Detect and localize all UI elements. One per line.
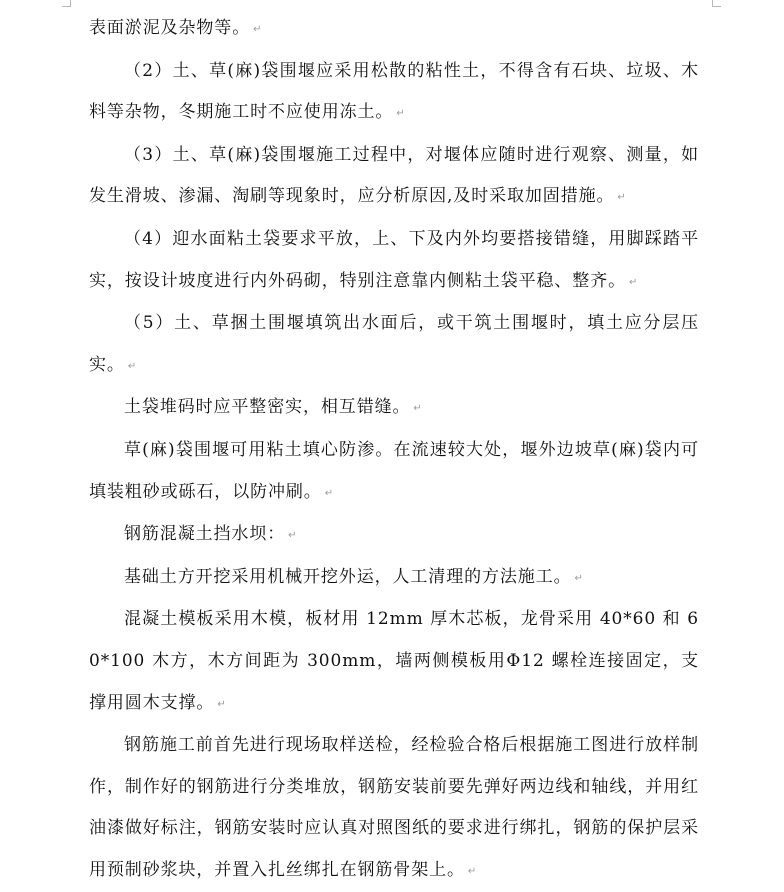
paragraph-text: 钢筋施工前首先进行现场取样送检，经检验合格后根据施工图进行放样制作，制作好的钢筋进行分类堆放，钢筋安装前要先弹好两边线和轴线，并用红油漆做好标注，钢筋安装时应认真对照图纸的要求进行绑扎，钢筋的保护层采用预制砂浆块，并置入扎丝绑扎在钢筋骨架上。 [89, 735, 699, 880]
paragraph[interactable] [89, 51, 699, 135]
paragraph-mark-icon: ↵ [127, 360, 137, 372]
page-corner-mark-right [712, 0, 721, 7]
paragraph[interactable] [89, 514, 699, 557]
paragraph-mark-icon: ↵ [324, 487, 334, 499]
paragraph-text: 草(麻)袋围堰可用粘土填心防渗。在流速较大处，堰外边坡草(麻)袋内可填装粗砂或砾石，以防冲刷。 [89, 439, 699, 502]
paragraph-text: （4）迎水面粘土袋要求平放，上、下及内外均要搭接错缝，用脚踩踏平实，按设计坡度进行内外码砌，特别注意靠内侧粘土袋平稳、整齐。 [89, 228, 699, 291]
paragraph[interactable] [89, 8, 699, 51]
paragraph[interactable] [89, 557, 699, 600]
paragraph-text: 表面淤泥及杂物等。 [89, 18, 251, 38]
paragraph[interactable] [89, 135, 699, 219]
paragraph[interactable] [89, 387, 699, 430]
paragraph-mark-icon: ↵ [396, 108, 405, 120]
paragraph-text: 钢筋混凝土挡水坝： [124, 524, 286, 545]
paragraph-mark-icon: ↵ [288, 530, 297, 542]
paragraph-text: （5）土、草捆土围堰填筑出水面后，或干筑土围堰时，填土应分层压实。 [89, 313, 699, 375]
paragraph-mark-icon: ↵ [217, 698, 226, 710]
paragraph-mark-icon: ↵ [253, 24, 262, 35]
document-body[interactable] [89, 8, 699, 892]
paragraph[interactable] [89, 725, 699, 892]
page-corner-mark-left [62, 0, 71, 7]
paragraph-text: （2）土、草(麻)袋围堰应采用松散的粘性土，不得含有石块、垃圾、木料等杂物，冬期施工时不应使用冻土。 [89, 60, 699, 123]
paragraph[interactable] [89, 599, 699, 725]
paragraph-mark-icon: ↵ [467, 865, 477, 877]
paragraph-mark-icon: ↵ [629, 276, 638, 288]
paragraph-text: 土袋堆码时应平整密实，相互错缝。 [124, 397, 411, 418]
paragraph[interactable] [89, 303, 699, 387]
paragraph-text: 混凝土模板采用木模，板材用 12mm 厚木芯板，龙骨采用 40*60 和 60*100 木方，木方间距为 300mm，墙两侧模板用Φ12 螺栓连接固定，支撑用圆木支撑。 [89, 609, 699, 713]
paragraph-text: （3）土、草(麻)袋围堰施工过程中，对堰体应随时进行观察、测量，如发生滑坡、渗漏、淘刷等现象时，应分析原因,及时采取加固措施。 [89, 144, 699, 207]
paragraph-mark-icon: ↵ [617, 192, 626, 204]
paragraph[interactable] [89, 430, 699, 514]
paragraph-mark-icon: ↵ [574, 572, 583, 584]
paragraph-text: 基础土方开挖采用机械开挖外运，人工清理的方法施工。 [124, 566, 572, 587]
paragraph-mark-icon: ↵ [413, 403, 422, 415]
paragraph[interactable] [89, 219, 699, 303]
